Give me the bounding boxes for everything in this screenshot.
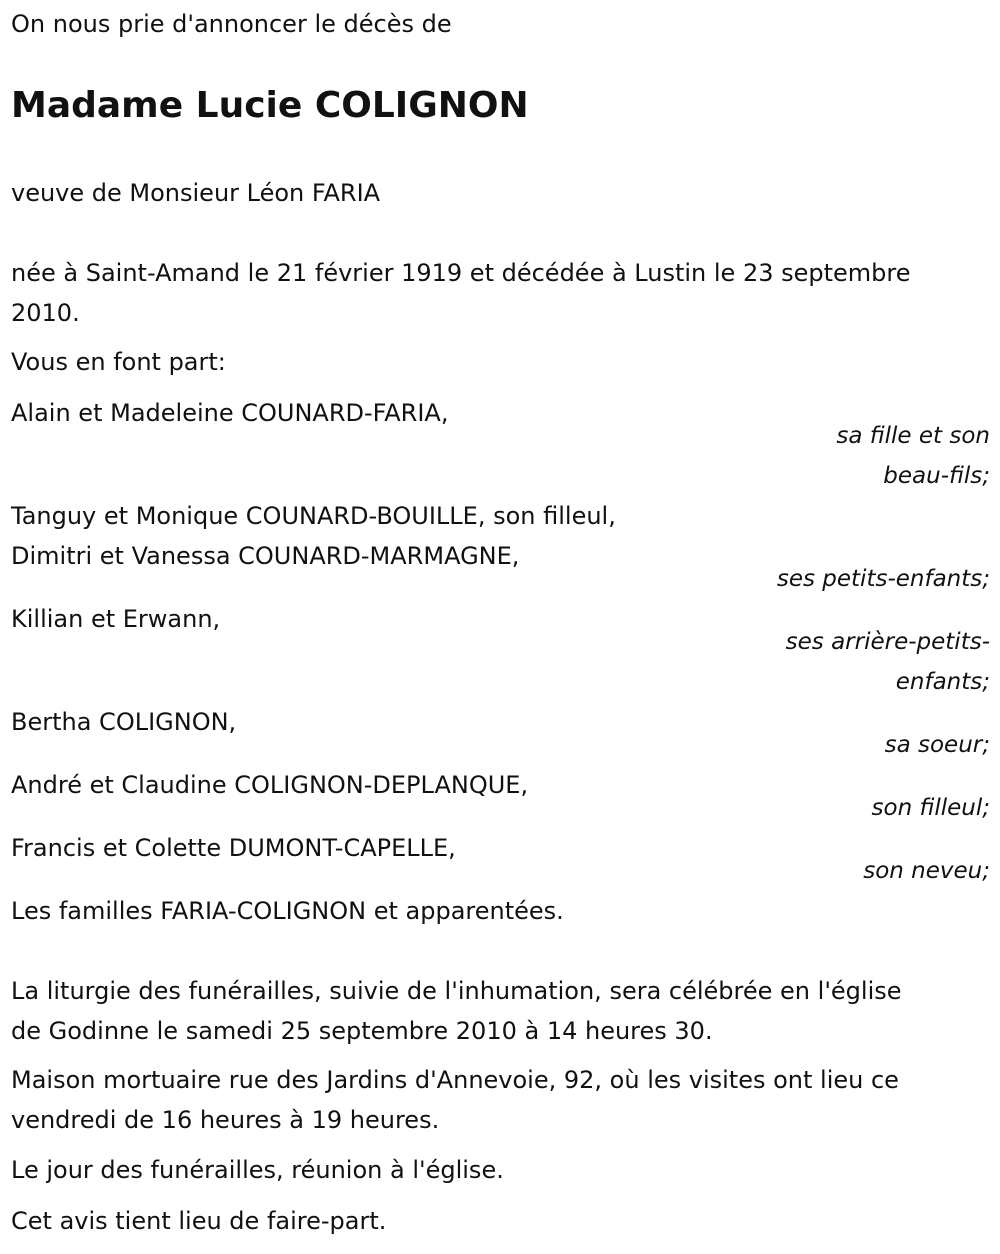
- intro-text: On nous prie d'annoncer le décès de: [11, 10, 452, 38]
- birth-death-line-1: née à Saint-Amand le 21 février 1919 et décédée à Lustin le 23 septembre: [11, 259, 911, 287]
- deceased-name: Madame Lucie COLIGNON: [11, 85, 529, 126]
- family-relation: son neveu;: [863, 858, 990, 884]
- family-names: Tanguy et Monique COUNARD-BOUILLE, son filleul,: [11, 502, 616, 530]
- family-names: Bertha COLIGNON,: [11, 708, 237, 736]
- families-line: Les familles FARIA-COLIGNON et apparentées.: [11, 897, 564, 925]
- liturgy-line-2: de Godinne le samedi 25 septembre 2010 à 14 heures 30.: [11, 1017, 713, 1045]
- family-relation: ses petits-enfants;: [776, 566, 990, 592]
- notice-text: Cet avis tient lieu de faire-part.: [11, 1207, 387, 1235]
- family-names: Killian et Erwann,: [11, 605, 221, 633]
- mortuary-line-2: vendredi de 16 heures à 19 heures.: [11, 1106, 440, 1134]
- meeting-text: Le jour des funérailles, réunion à l'église.: [11, 1156, 504, 1184]
- liturgy-line-1: La liturgie des funérailles, suivie de l'inhumation, sera célébrée en l'église: [11, 977, 902, 1005]
- family-names: André et Claudine COLIGNON-DEPLANQUE,: [11, 771, 529, 799]
- mortuary-line-1: Maison mortuaire rue des Jardins d'Annevoie, 92, où les visites ont lieu ce: [11, 1066, 899, 1094]
- birth-death-line-2: 2010.: [11, 299, 80, 327]
- family-names: Alain et Madeleine COUNARD-FARIA,: [11, 399, 449, 427]
- family-relation: son filleul;: [871, 795, 990, 821]
- family-names: Dimitri et Vanessa COUNARD-MARMAGNE,: [11, 542, 520, 570]
- family-relation: sa soeur;: [884, 732, 990, 758]
- widow-of-text: veuve de Monsieur Léon FARIA: [11, 179, 381, 207]
- announcers-heading: Vous en font part:: [11, 348, 226, 376]
- family-relation: beau-fils;: [883, 463, 990, 489]
- family-relation: sa fille et son: [836, 423, 990, 449]
- family-names: Francis et Colette DUMONT-CAPELLE,: [11, 834, 456, 862]
- family-relation: ses arrière-petits-: [785, 629, 990, 655]
- family-relation: enfants;: [895, 669, 990, 695]
